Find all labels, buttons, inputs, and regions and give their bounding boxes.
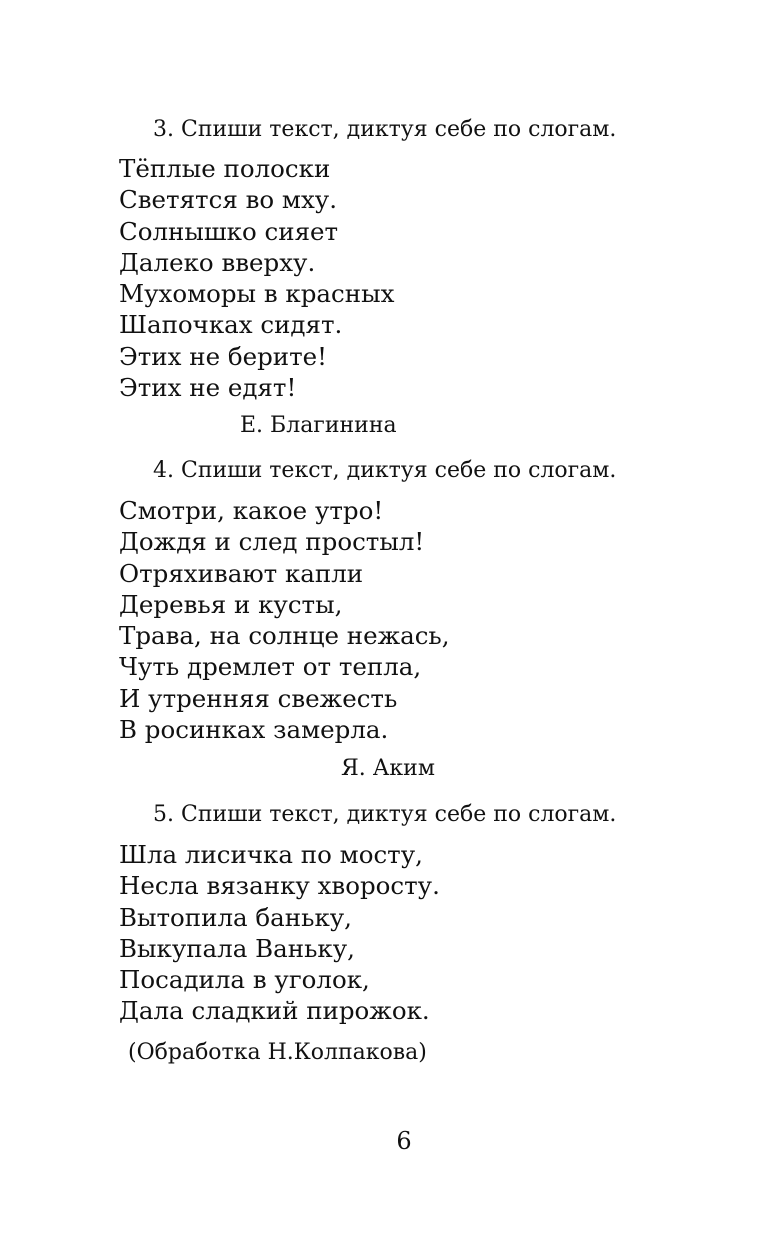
poem-line: Солнышко сияет bbox=[119, 216, 339, 246]
exercise-4-author: Я. Аким bbox=[341, 756, 435, 781]
exercise-3-author: Е. Благинина bbox=[240, 413, 397, 438]
poem-line: Шла лисичка по мосту, bbox=[119, 840, 423, 869]
poem-line: Чуть дремлет от тепла, bbox=[119, 652, 422, 682]
poem-line: Далеко вверху. bbox=[119, 247, 316, 277]
poem-line: Выкупала Ваньку, bbox=[119, 933, 355, 963]
poem-line: Вытопила баньку, bbox=[119, 902, 352, 932]
poem-line: В росинках замерла. bbox=[119, 715, 389, 745]
poem-line: Светятся во мху. bbox=[119, 185, 337, 215]
poem-line: Тёплые полоски bbox=[119, 154, 331, 183]
exercise-3-poem bbox=[119, 153, 394, 403]
poem-line: Деревья и кусты, bbox=[119, 589, 343, 619]
poem-line: Дала сладкий пирожок. bbox=[119, 996, 430, 1026]
exercise-5-poem bbox=[119, 839, 440, 1027]
poem-line: Мухоморы в красных bbox=[119, 279, 395, 309]
poem-line: Дождя и след простыл! bbox=[119, 527, 425, 557]
poem-line: Шапочках сидят. bbox=[119, 310, 343, 340]
poem-line: Отряхивают капли bbox=[119, 558, 364, 588]
poem-line: Смотри, какое утро! bbox=[119, 496, 384, 525]
poem-line: И утренняя свежесть bbox=[119, 683, 398, 713]
poem-line: Посадила в уголок, bbox=[119, 965, 370, 995]
poem-line: Несла вязанку хворосту. bbox=[119, 871, 440, 901]
exercise-3-task: 3. Спиши текст, диктуя себе по слогам. bbox=[153, 117, 617, 142]
poem-line: Этих не едят! bbox=[119, 373, 297, 403]
page-number: 6 bbox=[396, 1127, 412, 1155]
poem-line: Трава, на солнце нежась, bbox=[119, 621, 450, 651]
exercise-5-author: (Обработка Н.Колпакова) bbox=[128, 1040, 427, 1065]
exercise-4-task: 4. Спиши текст, диктуя себе по слогам. bbox=[153, 458, 617, 483]
exercise-4-poem bbox=[119, 495, 450, 745]
poem-line: Этих не берите! bbox=[119, 341, 328, 371]
exercise-5-task: 5. Спиши текст, диктуя себе по слогам. bbox=[153, 802, 617, 827]
